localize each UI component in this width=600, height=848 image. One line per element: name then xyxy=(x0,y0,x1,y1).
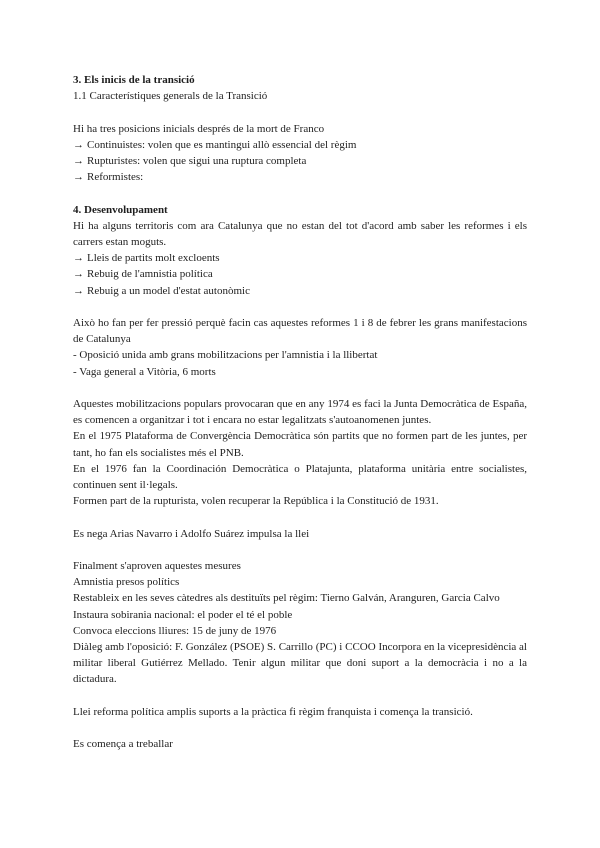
list-item: → Reformistes: xyxy=(73,169,527,185)
list-item: Amnistia presos polítics xyxy=(73,576,180,589)
paragraph-rupturista: Formen part de la rupturista, volen recuperar la República i la Constitució de 1931. xyxy=(73,495,439,508)
measures-intro: Finalment s'aproven aquestes mesures xyxy=(73,560,241,572)
pressure-paragraph: Això ho fan per fer pressió perquè facin cas aquestes reformes 1 i 8 de febrer les grans manifestacions de Catalunya xyxy=(73,317,527,346)
arrow-right-icon: → xyxy=(73,138,84,151)
arrow-right-icon: → xyxy=(73,155,84,167)
list-item: - Vaga general a Vitòria, 6 morts xyxy=(73,365,216,378)
list-item: → Continuistes: volen que es mantingui allò essencial del règim xyxy=(73,137,527,153)
list-item: - Oposició unida amb grans mobilitzacions per l'amnistia i la llibertat xyxy=(73,349,378,362)
paragraph-1976: En el 1976 fan la Coordinación Democràtica o Platajunta, plataforma unitària entre socialistes, continuen sent il·legals. xyxy=(73,462,527,492)
document-body xyxy=(73,72,527,752)
law-line: Es nega Arias Navarro i Adolfo Suárez impulsa la llei xyxy=(73,527,310,540)
list-item: Restableix en les seves càtedres als destituïts pel règim: Tierno Galván, Aranguren, Garcia Calvo xyxy=(73,592,500,605)
arrow-right-icon: → xyxy=(73,252,84,265)
arrow-right-icon: → xyxy=(73,268,84,281)
list-item: → Rupturistes: volen que sigui una ruptura completa xyxy=(73,153,527,169)
paragraph-1975: En el 1975 Plataforma de Convergència Democràtica són partits que no formen part de les juntes, per tant, ho fan els socialistes més el PNB. xyxy=(73,430,527,459)
section-3-heading: 3. Els inicis de la transició xyxy=(73,74,195,86)
arrow-right-icon: → xyxy=(73,171,84,184)
paragraph-1974: Aquestes mobilitzacions populars provocaran que en any 1974 es faci la Junta Democràtica de España, es comencen a organitzar i tot i encara no estar legalitzats s'autoanomenen juntes. xyxy=(73,398,527,427)
list-item: Instaura sobirania nacional: el poder el té el poble xyxy=(73,608,293,621)
reform-line: Llei reforma política amplis suports a la pràctica fi règim franquista i comença la transició. xyxy=(73,705,473,718)
list-item: → Lleis de partits molt excloents xyxy=(73,250,527,266)
list-item: Diàleg amb l'oposició: F. González (PSOE) S. Carrillo (PC) i CCOO Incorpora en la vicepresidència al militar liberal Gutiérrez Mellado. Tenir algun militar que doni suport a la democràcia i no a la dictadura. xyxy=(73,641,527,686)
arrow-right-icon: → xyxy=(73,284,84,297)
list-item: → Rebuig de l'amnistia política xyxy=(73,266,527,282)
closing-line: Es comença a treballar xyxy=(73,738,173,751)
section-3-subheading: 1.1 Característiques generals de la Transició xyxy=(73,90,268,103)
list-item: Convoca eleccions lliures: 15 de juny de 1976 xyxy=(73,624,277,637)
list-item: → Rebuig a un model d'estat autonòmic xyxy=(73,283,527,299)
positions-intro: Hi ha tres posicions inicials després de la mort de Franco xyxy=(73,122,325,135)
section-4-intro: Hi ha alguns territoris com ara Catalunya que no estan del tot d'acord amb saber les reformes i els carrers estan moguts. xyxy=(73,219,527,248)
section-4-heading: 4. Desenvolupament xyxy=(73,203,168,216)
